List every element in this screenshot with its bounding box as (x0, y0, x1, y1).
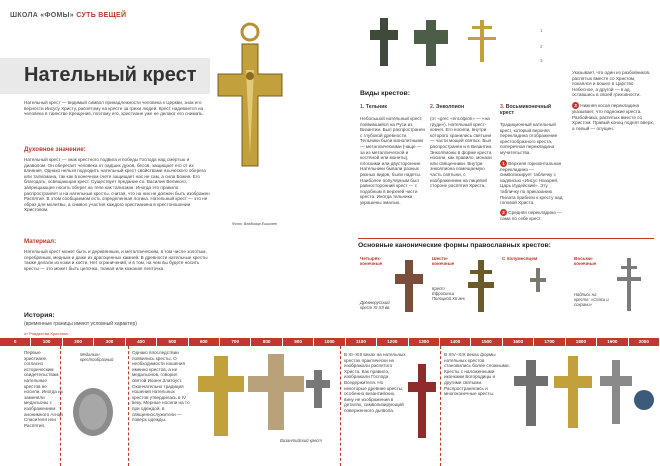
spiritual-heading: Духовное значение: (24, 146, 86, 153)
timeline-tick: 1500 (471, 338, 502, 346)
types-heading: Виды крестов: (360, 90, 410, 97)
side-text: Указывает, что один из разбойников, распятых вместе со Христом, покаялся и вошел в Царство Небесное, а другой — в ад, оставшись в своей греховности. (572, 70, 651, 98)
type-column-4 (572, 70, 654, 131)
canon-item-eight (574, 256, 654, 326)
photo-credit: Фото: Владимир Ешкилев (232, 222, 277, 226)
red-cross-image (404, 360, 440, 450)
timeline-tick: 1100 (346, 338, 377, 346)
type-2-num: 2. (430, 104, 435, 110)
material-heading: Материал: (24, 238, 57, 245)
timeline-bar (0, 338, 660, 346)
timeline-tick: 500 (157, 338, 188, 346)
timeline-tick: 200 (63, 338, 94, 346)
canon-caption-four: Древнерусский крест XI-XII вв. (360, 300, 391, 310)
type-column-2 (430, 104, 496, 189)
type-column-3 (500, 104, 566, 221)
type-2-text: (от «grec «encolpion» — «на груди»). Нательный крест-ковчег. Его носили, внутри которого хранились святыни — части мощей святых. Был распространен и в Византии. Энколпионы в форме креста носили, как правило, монахи или священники. Внутри энколпиона помещаемую часть святыни, с изображением на лицевой стороне распятия Христа. (430, 116, 493, 189)
type-1-text: Небольшой нательный крест, появившийся на Руси из Византии. Был распространен с глубокой древности. Тельники были монолитными — металлическими (чаще — за из металлической и костяной или монеты), плоскими или двусторонние. Нательники бывали разных разных видов, были надеты. Наиболее популярным был равносторонний крест — с подобным в верхней части креста. Иногда тельники украшены эмалью. (360, 116, 426, 205)
timeline-tick: 300 (94, 338, 125, 346)
timeline-tick: 1200 (377, 338, 408, 346)
eight-point-cross-icon (614, 256, 644, 322)
timeline-tick: 600 (189, 338, 220, 346)
legend-item-3: 3 Нижняя косая перекладина указывает, что подножие креста. Разбойника, распятых вместе со Христом. Правый конец поднят вверх, а левый — опущен. (572, 102, 654, 131)
canon-item-six (432, 256, 502, 326)
section-header (10, 12, 126, 19)
spiritual-text: Нательный крест — знак крестного подвига и победы Господа над смертью и диаволом. Он оберегает человека от падших духов, бесов, защищает его от их влияния. Однако нельзя подходить нательный крест свойствами языческого оберега или талисмана, так как в конечном счете защищает нас не сам, а сила Божия. Его благодать, освящающая крест. Существует предание со. Василия Великого, запрещающее носить оберег на теле как талисман. Иногда это правило распространяет и на нательные кресты, считая, что на них не должен быть изображен Распятие. В этом сообщаемом есть определенная логика. Нательный крест — это не образ для молитвы, а символ участия каждого христианина в крестоношении Христовом. (24, 157, 210, 213)
history-note: (временные границы имеют условный характер) (24, 321, 137, 327)
canon-item-four (360, 256, 430, 326)
main-cross-image (200, 20, 300, 220)
timeline-tick: 1800 (566, 338, 597, 346)
timeline-tick: 1000 (314, 338, 345, 346)
history-note-3: Однако впоследствии появились кресты. О необходимости ношения именно крестов, а не медальонов, говорил святой Иоанн Златоуст. Окончательно традиция ношения нательных крестов утвердилась в IV веку. Мерные носили на то при одеждой, в священнослужители — поверх одежды. (132, 350, 190, 423)
canon-item-crescent (502, 256, 572, 326)
intro-text: Нательный крест — видимый символ принадлежности человека к Церкви, знак его верности Иисусу Христу, распятому на кресте за грехи людей. Крест надевается на человека в таинстве Крещения, поэтому его, христиане уже не делают его снимать. (24, 100, 204, 117)
four-point-cross-icon (394, 256, 424, 316)
section-name: ШКОЛА «ФОМЫ» (10, 12, 74, 19)
timeline-tick: 1600 (503, 338, 534, 346)
canon-label-eight: Восьми-конечные (574, 256, 597, 266)
page-title: Нательный крест (24, 64, 197, 86)
canon-caption-six: Крест Ефросиньи Полоцкой XII век (432, 286, 465, 301)
timeline-tick: 2000 (629, 338, 660, 346)
six-point-cross-icon (466, 256, 496, 316)
timeline-tick: 100 (31, 338, 62, 346)
type-3-name: Восьмиконечный крест (500, 104, 552, 116)
timeline-tick: 700 (220, 338, 251, 346)
crescent-cross-icon (516, 266, 560, 320)
timeline-tick: 1900 (597, 338, 628, 346)
timeline-tick: 1300 (409, 338, 440, 346)
canon-divider (358, 238, 654, 239)
type-1-num: 1. (360, 104, 365, 110)
canon-label-crescent: С полумесяцем (502, 256, 538, 261)
type-2-name: Энколпион (435, 104, 465, 110)
history-marker: от Рождества Христова (24, 331, 68, 336)
later-crosses-image (512, 350, 656, 450)
byzantine-crosses-image (196, 350, 336, 446)
material-text: Нательный крест может быть и деревянным, и металлическим, в том числе золотым, серебряным, медным и даже из драгоценных камней. В древности нательные кресты также делали из кожи и кости. Нет ограничений, и в том, на чем вы будете носить кресты — это может быть цепочка, тканая или кожаная ленточка. (24, 249, 208, 271)
timeline-tick: 0 (0, 338, 31, 346)
medallion-image (68, 380, 118, 440)
types-photos (360, 14, 530, 72)
timeline-tick: 1400 (440, 338, 471, 346)
legend-item-1: 1 Верхняя горизонтальная перекладина — символизирует табличку с надписью «Иисус Назорей, Царь Иудейский». Эту табличку по приказанию Пилата прибили к кресту над головой Христа. (500, 160, 563, 206)
canon-label-four: Четырёх-конечные (360, 256, 383, 266)
history-note-1: Первые христиане, согласно историческим свидетельствам, нательные крестов не носили. Иногда их заменяли медальоны с изображением анонимного Агнца Спасителя или Распятия. (24, 350, 63, 428)
type-1-name: Тельник (365, 104, 387, 110)
history-note-4: Византийский крест (280, 438, 322, 443)
history-note-2: Медальон крестообразный (80, 352, 114, 362)
type-3-text: Традиционный нательный крест, который верхняя перекладина отображение крестообразного креста, поперечная перекладина мучительства. (500, 122, 558, 155)
canon-label-six: Шести-конечные (432, 256, 455, 266)
canon-heading: Основные канонические формы православных крестов: (358, 242, 551, 249)
type-3-num: 3. (500, 104, 505, 110)
timeline-tick: 900 (283, 338, 314, 346)
canon-caption-eight: Надпись на кресте: «Спаси и сохрани» (574, 292, 609, 307)
history-heading: История: (24, 312, 55, 319)
timeline-tick: 800 (251, 338, 282, 346)
timeline-tick: 400 (126, 338, 157, 346)
type-column-1 (360, 104, 426, 206)
history-note-5: В XI–XIII веках на нательных крестах практически не изображали распятого Христа. Как правило, изображали Господа Вседержителя. Но некоторые древние кресты, особенно византийских, вину не изображения в деталях, символизирующий поверженного дьявола. (344, 352, 406, 413)
history-note-6: В XIV–XIX веках формы нательных крестов становились более сложными. Кресты с наложенными иконками Богородицы и другими святыми. Распространялись и многоконечные кресты. (444, 352, 510, 397)
timeline-tick: 1700 (534, 338, 565, 346)
legend-item-2: 2 Средняя перекладина — сама по себе крест. (500, 209, 562, 221)
section-topic: СУТЬ ВЕЩЕЙ (76, 12, 127, 19)
